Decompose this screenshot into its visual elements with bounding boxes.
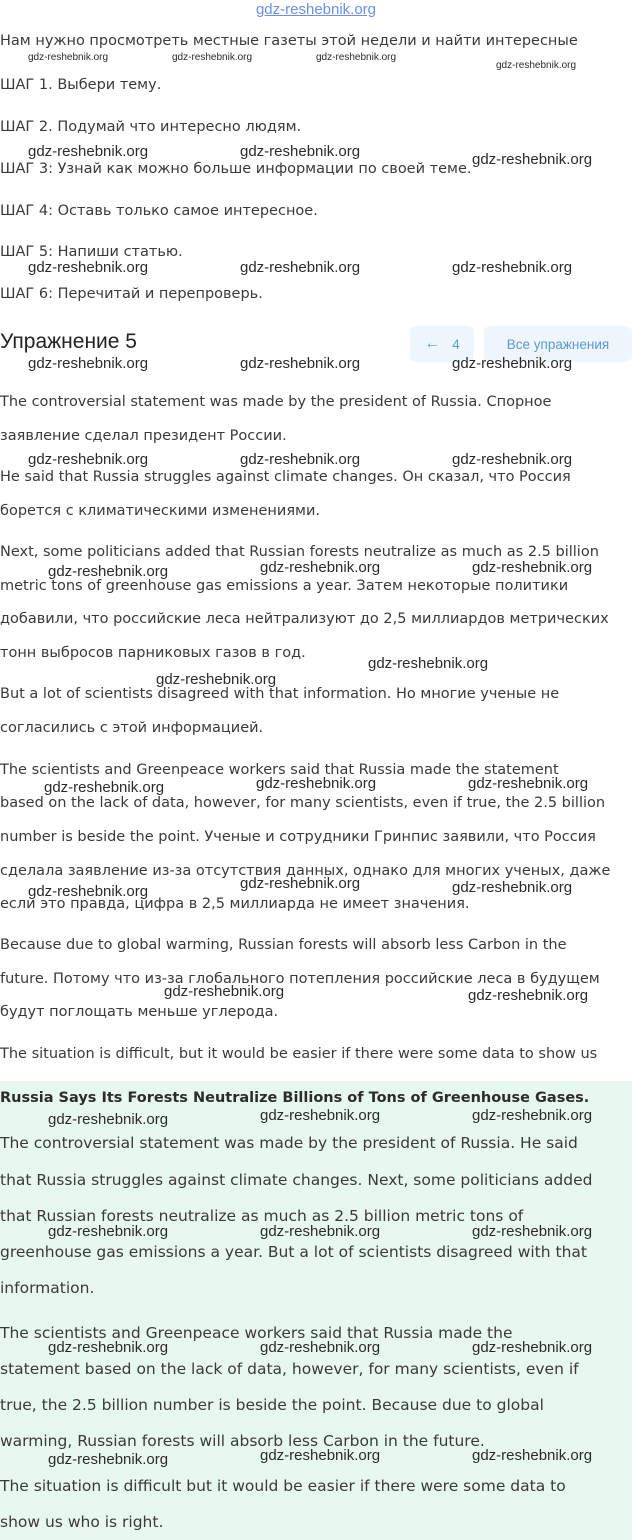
step-1: ШАГ 1. Выбери тему.: [0, 77, 162, 93]
watermark: gdz-reshebnik.org: [156, 671, 277, 688]
watermark: gdz-reshebnik.org: [48, 1111, 169, 1128]
watermark: gdz-reshebnik.org: [468, 987, 589, 1004]
text-line: добавили, что российские леса нейтрализуют до 2,5 миллиардов метрических: [0, 611, 609, 627]
text-line: Because due to global warming, Russian forests will absorb less Carbon in the: [0, 937, 567, 953]
watermark: gdz-reshebnik.org: [472, 1339, 593, 1356]
watermark: gdz-reshebnik.org: [472, 1107, 593, 1124]
step-2: ШАГ 2. Подумай что интересно людям.: [0, 119, 302, 135]
prev-exercise-label: 4: [452, 336, 460, 352]
watermark: gdz-reshebnik.org: [256, 775, 377, 792]
watermark: gdz-reshebnik.org: [172, 52, 253, 63]
watermark: gdz-reshebnik.org: [472, 1223, 593, 1240]
text-line: борется с климатическими изменениями.: [0, 503, 321, 519]
watermark: gdz-reshebnik.org: [472, 151, 593, 168]
watermark: gdz-reshebnik.org: [316, 52, 397, 63]
text-line: He said that Russia struggles against climate changes. Он сказал, что Россия: [0, 469, 571, 485]
watermark: gdz-reshebnik.org: [452, 259, 573, 276]
step-4: ШАГ 4: Оставь только самое интересное.: [0, 203, 318, 219]
watermark: gdz-reshebnik.org: [48, 1451, 169, 1468]
watermark: gdz-reshebnik.org: [260, 1107, 381, 1124]
text-line: заявление сделал президент России.: [0, 428, 287, 444]
answer-line: The scientists and Greenpeace workers said that Russia made the: [0, 1324, 513, 1342]
answer-line: that Russian forests neutralize as much as 2.5 billion metric tons of: [0, 1207, 524, 1225]
all-exercises-label: Все упражнения: [506, 336, 610, 352]
watermark: gdz-reshebnik.org: [468, 775, 589, 792]
text-line: future. Потому что из-за глобального потепления российские леса в будущем: [0, 971, 600, 987]
step-5: ШАГ 5: Напиши статью.: [0, 244, 183, 260]
watermark: gdz-reshebnik.org: [48, 563, 169, 580]
watermark: gdz-reshebnik.org: [240, 259, 361, 276]
watermark: gdz-reshebnik.org: [472, 559, 593, 576]
answer-line: warming, Russian forests will absorb less Carbon in the future.: [0, 1432, 485, 1450]
answer-line: The situation is difficult but it would be easier if there were some data to: [0, 1477, 566, 1495]
text-line: Next, some politicians added that Russian forests neutralize as much as 2.5 billion: [0, 544, 599, 560]
watermark: gdz-reshebnik.org: [240, 143, 361, 160]
text-line: The scientists and Greenpeace workers said that Russia made the statement: [0, 762, 559, 778]
all-exercises-button[interactable]: [484, 326, 632, 362]
exercise-title: Упражнение 5: [0, 330, 137, 353]
answer-line: that Russia struggles against climate changes. Next, some politicians added: [0, 1171, 593, 1189]
text-line: тонн выбросов парниковых газов в год.: [0, 645, 306, 661]
step-3: ШАГ 3: Узнай как можно больше информации по своей теме.: [0, 161, 472, 177]
watermark: gdz-reshebnik.org: [452, 451, 573, 468]
answer-line: true, the 2.5 billion number is beside the point. Because due to global: [0, 1396, 544, 1414]
watermark: gdz-reshebnik.org: [28, 143, 149, 160]
answer-line: The controversial statement was made by the president of Russia. He said: [0, 1134, 578, 1152]
watermark: gdz-reshebnik.org: [240, 355, 361, 372]
watermark: gdz-reshebnik.org: [472, 1447, 593, 1464]
watermark: gdz-reshebnik.org: [260, 559, 381, 576]
answer-line: statement based on the lack of data, however, for many scientists, even if: [0, 1360, 579, 1378]
text-line: согласились с этой информацией.: [0, 720, 264, 736]
answer-line: show us who is right.: [0, 1513, 164, 1531]
text-line: если это правда, цифра в 2,5 миллиарда не имеет значения.: [0, 896, 470, 912]
text-line: будут поглощать меньше углерода.: [0, 1004, 279, 1020]
text-line: сделала заявление из-за отсутствия данных, однако для многих ученых, даже: [0, 863, 611, 879]
text-line: The situation is difficult, but it would be easier if there were some data to show us: [0, 1046, 598, 1062]
watermark: gdz-reshebnik.org: [28, 355, 149, 372]
watermark: gdz-reshebnik.org: [240, 451, 361, 468]
arrow-left-icon: ←: [424, 335, 441, 352]
site-link[interactable]: gdz-reshebnik.org: [255, 1, 377, 18]
watermark: gdz-reshebnik.org: [260, 1339, 381, 1356]
watermark: gdz-reshebnik.org: [28, 259, 149, 276]
watermark: gdz-reshebnik.org: [164, 983, 285, 1000]
step-6: ШАГ 6: Перечитай и перепроверь.: [0, 286, 263, 302]
watermark: gdz-reshebnik.org: [452, 879, 573, 896]
watermark: gdz-reshebnik.org: [260, 1447, 381, 1464]
answer-line: greenhouse gas emissions a year. But a lot of scientists disagreed with that: [0, 1243, 587, 1261]
text-line: number is beside the point. Ученые и сотрудники Гринпис заявили, что Россия: [0, 829, 596, 845]
watermark: gdz-reshebnik.org: [452, 355, 573, 372]
watermark: gdz-reshebnik.org: [240, 875, 361, 892]
watermark: gdz-reshebnik.org: [48, 1339, 169, 1356]
prev-exercise-button[interactable]: [410, 326, 474, 362]
answer-line: information.: [0, 1279, 95, 1297]
text-line: But a lot of scientists disagreed with that information. Но многие ученые не: [0, 686, 560, 702]
intro-text: Нам нужно просмотреть местные газеты этой недели и найти интересные: [0, 33, 578, 49]
watermark: gdz-reshebnik.org: [48, 1223, 169, 1240]
watermark: gdz-reshebnik.org: [496, 60, 577, 71]
watermark: gdz-reshebnik.org: [44, 779, 165, 796]
text-line: metric tons of greenhouse gas emissions a year. Затем некоторые политики: [0, 578, 569, 594]
text-line: based on the lack of data, however, for many scientists, even if true, the 2.5 billion: [0, 795, 606, 811]
text-line: The controversial statement was made by the president of Russia. Спорное: [0, 394, 552, 410]
watermark: gdz-reshebnik.org: [28, 883, 149, 900]
watermark: gdz-reshebnik.org: [28, 52, 109, 63]
answer-title: Russia Says Its Forests Neutralize Billions of Tons of Greenhouse Gases.: [0, 1090, 590, 1106]
watermark: gdz-reshebnik.org: [260, 1223, 381, 1240]
watermark: gdz-reshebnik.org: [28, 451, 149, 468]
watermark: gdz-reshebnik.org: [368, 655, 489, 672]
